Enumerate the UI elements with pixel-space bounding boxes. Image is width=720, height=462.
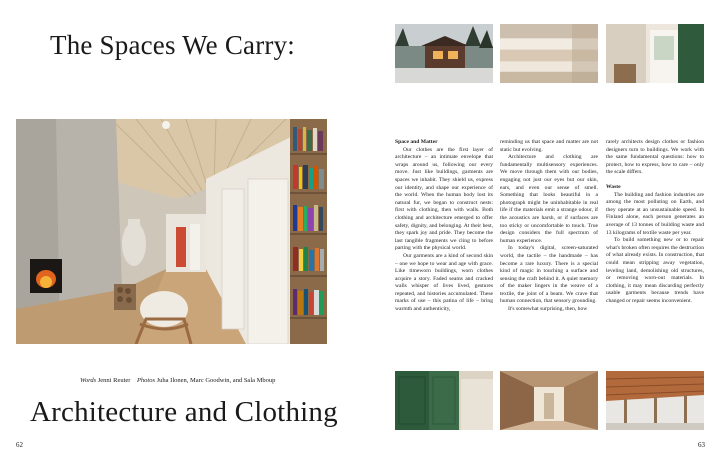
page-number-left: 62 (16, 441, 23, 449)
text-column-3 (606, 139, 704, 365)
paragraph: Architecture and clothing are fundamentally multisensory experiences. We move through them with our bodies, engaging not just our eyes but our skin, ears, and even our sense of smell. Something that looks beautiful in a photograph might be uninhabitable in real life if the materials emit a strange odour, if the acoustics are harsh, or if surfaces are too sticky or uncomfortable to touch. True design considers the full spectrum of human experience. (500, 154, 598, 244)
paragraph: In today's digital, screen-saturated world, the tactile – the handmade – has become a rare luxury. There is a special kind of magic in touching a surface and sensing the craft behind it. A quiet memory of the maker lingers in the weave of a textile, the joint of a beam. We crave that human connection, that sensory grounding. (500, 245, 598, 305)
article-title: The Spaces We Carry: (50, 30, 295, 60)
paragraph: Our clothes are the first layer of architecture – an intimate envelope that wraps around us, following our every move. Just like buildings, garments are spaces we inhabit. They shield us, express our identity, and shape our experience of the world. When the human body lost its natural fur, we began to construct nests: first with clothing, then with walls. Both clothing and architecture emerged to offer safety, dignity, and belonging. At their best, they spark joy and pride. They become the last tangible fragments we cling to before parting with the physical world. (395, 146, 493, 252)
author-name: Jenni Reuter (97, 377, 131, 384)
cabin-photo (395, 24, 493, 83)
paragraph: The building and fashion industries are among the most polluting on Earth, and they operate at an unsustainable speed. In Finland alone, each person generates an average of 13 tonnes of building waste and 13 kilograms of textile waste per year. (606, 191, 704, 236)
page-number-right: 63 (698, 441, 705, 449)
interior-photo (16, 119, 327, 344)
section-heading-waste: Waste (606, 183, 621, 190)
text-column-2 (500, 139, 598, 365)
interior-green-photo (606, 24, 704, 83)
text-column-1 (395, 139, 493, 365)
green-cabinet-photo (395, 371, 493, 430)
article-subtitle: Architecture and Clothing (30, 396, 338, 428)
paragraph: reminding us that space and matter are not static but evolving. (500, 139, 598, 153)
paragraph: rarely architects design clothes or fashion designers turn to buildings. We work with the same fundamental questions: how to protect, how to express, how to care – only the scale differs. (606, 139, 704, 176)
paragraph: It's somewhat surprising, then, how (508, 306, 588, 313)
photographer-names: Juha Ilonen, Marc Goodwin, and Sala Mboup (156, 377, 276, 384)
paragraph: Our garments are a kind of second skin – one we hope to wear and age with grace. Like timeworn buildings, worn clothes acquire a story. Faded seams and cracked walls whisper of lives lived, gestures repeated, and histories accumulated. These marks of use – this patina of life – bring warmth and authenticity, (395, 252, 493, 313)
wood-detail-photo (500, 24, 598, 83)
hallway-photo (500, 371, 598, 430)
paragraph: To build something new or to repair what's broken often requires the destruction of what already exists. In construction, that could mean stripping away vegetation, leveling land, demolishing old structures, or removing worn-out materials. In clothing, it may mean discarding perfectly usable garments because trends have changed or repair seems inconvenient. (606, 237, 704, 304)
section-heading-space-and-matter: Space and Matter (395, 139, 438, 145)
photos-label: Photos (136, 377, 155, 384)
timber-roof-photo (606, 371, 704, 430)
article-credits (80, 377, 275, 384)
words-label: Words (80, 377, 97, 384)
